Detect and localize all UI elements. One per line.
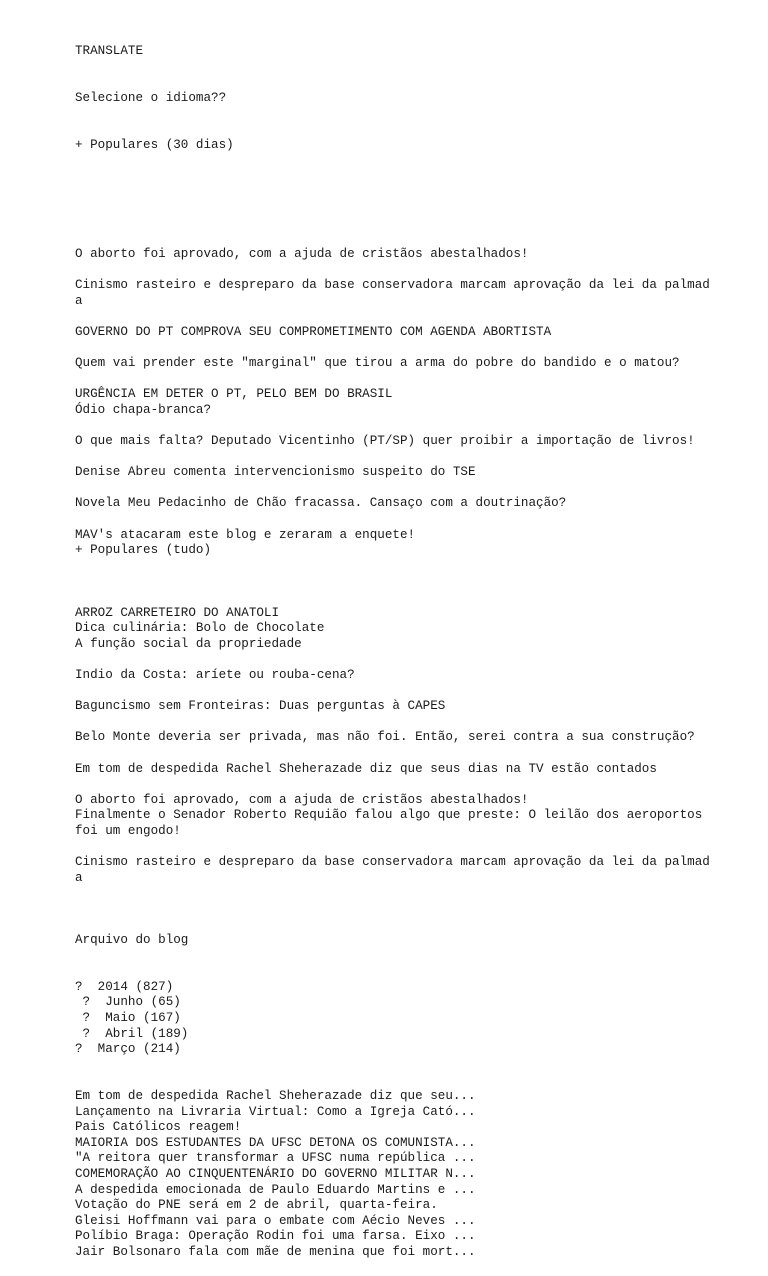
spacer [75,839,768,855]
spacer [75,450,768,466]
spacer [75,372,768,388]
archive-post-link[interactable]: A despedida emocionada de Paulo Eduardo Martins e ... [75,1182,476,1197]
popular-all-time-list [75,606,768,887]
archive-tree-item[interactable]: ? Março (214) [75,1042,181,1057]
spacer [75,652,768,668]
archive-tree [75,980,768,1058]
post-link[interactable]: A função social da propriedade [75,636,302,651]
spacer [75,512,768,528]
post-link[interactable]: a [75,870,83,885]
post-link[interactable]: O que mais falta? Deputado Vicentinho (PT/SP) quer proibir a importação de livros! [75,434,695,449]
archive-post-link[interactable]: Lançamento na Livraria Virtual: Como a Igreja Cató... [75,1104,476,1119]
archive-tree-item[interactable]: ? Maio (167) [75,1011,181,1025]
spacer [75,715,768,731]
post-link[interactable]: Baguncismo sem Fronteiras: Duas perguntas à CAPES [75,699,446,714]
post-link[interactable]: GOVERNO DO PT COMPROVA SEU COMPROMETIMENTO COM AGENDA ABORTISTA [75,324,552,339]
archive-tree-item[interactable]: ? Abril (189) [75,1026,189,1041]
archive-post-link[interactable]: COMEMORAÇÃO AO CINQUENTENÁRIO DO GOVERNO MILITAR N... [75,1166,476,1181]
spacer [75,185,768,201]
spacer [75,418,768,434]
post-link[interactable]: Cinismo rasteiro e despreparo da base conservadora marcam aprovação da lei da palmad [75,278,710,293]
post-link[interactable]: Quem vai prender este "marginal" que tirou a arma do pobre do bandido e o matou? [75,356,680,371]
post-link[interactable]: Belo Monte deveria ser privada, mas não foi. Então, serei contra a sua construção? [75,730,695,745]
post-link[interactable]: Em tom de despedida Rachel Sheherazade diz que seus dias na TV estão contados [75,761,657,776]
post-link[interactable]: Dica culinária: Bolo de Chocolate [75,621,325,636]
archive-post-link[interactable]: "A reitora quer transformar a UFSC numa república ... [75,1151,476,1166]
post-link[interactable]: Cinismo rasteiro e despreparo da base conservadora marcam aprovação da lei da palmad [75,855,710,870]
archive-heading: Arquivo do blog [75,933,189,948]
post-link[interactable]: a [75,293,83,308]
archive-post-link[interactable]: MAIORIA DOS ESTUDANTES DA UFSC DETONA OS COMUNISTA... [75,1135,476,1150]
archive-post-link[interactable]: Gleisi Hoffmann vai para o embate com Aécio Neves ... [75,1213,476,1228]
archive-tree-item[interactable]: ? 2014 (827) [75,979,174,994]
post-link[interactable]: Ódio chapa-branca? [75,402,212,417]
spacer [75,481,768,497]
post-link[interactable]: Denise Abreu comenta intervencionismo suspeito do TSE [75,465,476,480]
popular-30-days-list [75,247,768,574]
post-link[interactable]: Novela Meu Pedacinho de Chão fracassa. Cansaço com a doutrinação? [75,496,567,511]
language-selector[interactable]: Selecione o idioma?? [75,90,227,105]
archive-post-link[interactable]: Políbio Braga: Operação Rodin foi uma farsa. Eixo ... [75,1229,476,1244]
post-link[interactable]: O aborto foi aprovado, com a ajuda de cristãos abestalhados! [75,246,529,261]
archive-post-link[interactable]: Em tom de despedida Rachel Sheherazade diz que seu... [75,1088,476,1103]
archive-post-link[interactable]: Jair Bolsonaro fala com mãe de menina que foi mort... [75,1244,476,1259]
spacer [75,777,768,793]
post-link[interactable]: MAV's atacaram este blog e zeraram a enquete! [75,527,416,542]
popular-30-days-heading: + Populares (30 dias) [75,137,234,152]
post-link[interactable]: + Populares (tudo) [75,543,212,558]
archive-post-link[interactable]: Votação do PNE será em 2 de abril, quarta-feira. [75,1198,438,1213]
post-link[interactable]: Indio da Costa: aríete ou rouba-cena? [75,667,355,682]
post-link[interactable]: URGÊNCIA EM DETER O PT, PELO BEM DO BRASIL [75,387,393,402]
post-link[interactable]: Finalmente o Senador Roberto Requião falou algo que preste: O leilão dos aeroportos [75,808,703,823]
spacer [75,309,768,325]
spacer [75,340,768,356]
post-link[interactable]: ARROZ CARRETEIRO DO ANATOLI [75,605,280,620]
archive-post-link[interactable]: Pais Católicos reagem! [75,1120,242,1135]
spacer [75,263,768,279]
post-link[interactable]: foi um engodo! [75,823,181,838]
archive-tree-item[interactable]: ? Junho (65) [75,995,181,1010]
archive-post-list [75,1089,768,1261]
spacer [75,559,768,575]
translate-label: TRANSLATE [75,44,144,59]
spacer [75,684,768,700]
spacer [75,746,768,762]
post-link[interactable]: O aborto foi aprovado, com a ajuda de cristãos abestalhados! [75,792,529,807]
